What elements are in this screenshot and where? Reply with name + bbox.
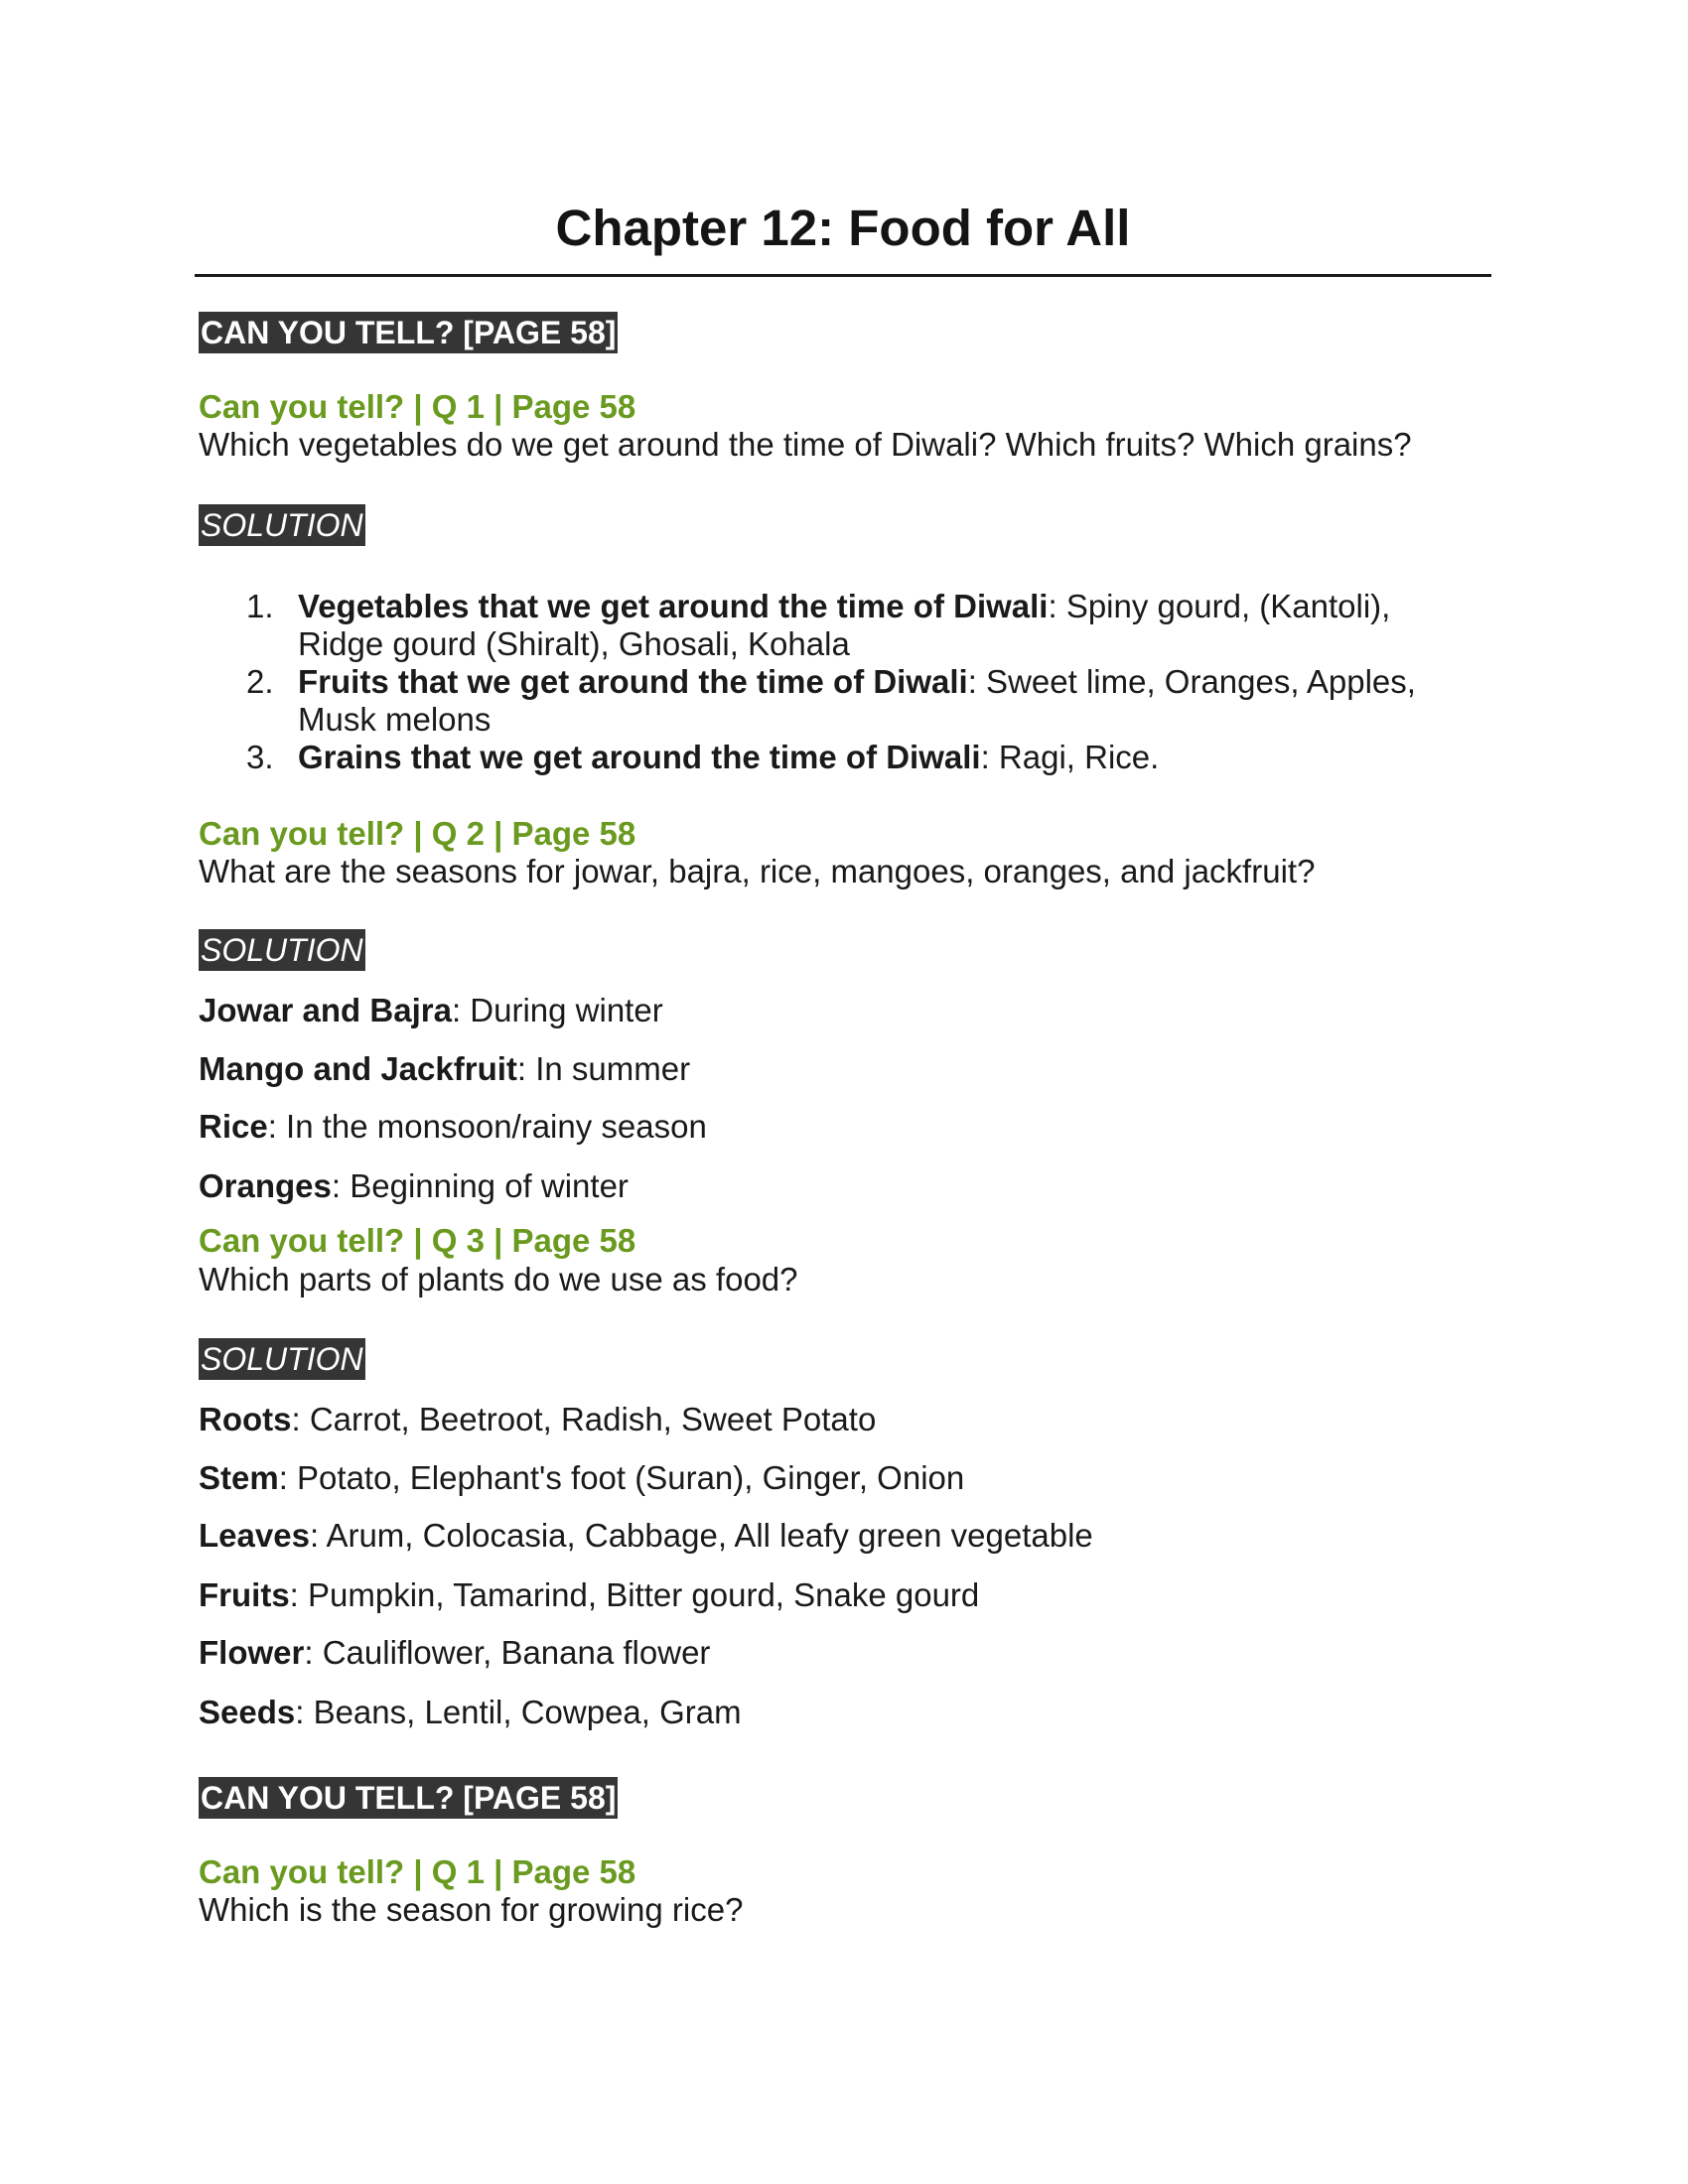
- list-text-continued: Ridge gourd (Shiralt), Ghosali, Kohala: [298, 625, 850, 662]
- answer-line: [199, 1049, 690, 1089]
- question-heading: Can you tell? | Q 3 | Page 58: [199, 1222, 636, 1259]
- answer-term: Flower: [199, 1634, 305, 1671]
- list-text: : Sweet lime, Oranges, Apples,: [967, 663, 1416, 700]
- answer-term: Leaves: [199, 1517, 310, 1554]
- list-number: 2.: [246, 663, 274, 700]
- list-item: [238, 663, 1450, 739]
- answer-term: Roots: [199, 1401, 292, 1437]
- answer-term: Fruits: [199, 1576, 290, 1613]
- answer-line: [199, 1400, 876, 1439]
- section-banner: CAN YOU TELL? [PAGE 58]: [199, 1777, 618, 1819]
- question-text: Which parts of plants do we use as food?: [199, 1261, 798, 1297]
- solution-label: SOLUTION: [199, 929, 365, 971]
- question-text: Which is the season for growing rice?: [199, 1891, 744, 1928]
- list-term: Vegetables that we get around the time of Diwali: [298, 588, 1049, 624]
- list-text: : Ragi, Rice.: [980, 739, 1160, 775]
- answer-term: Mango and Jackfruit: [199, 1050, 517, 1087]
- answer-text: : Potato, Elephant's foot (Suran), Ginger, Onion: [278, 1459, 965, 1496]
- answer-text: : Carrot, Beetroot, Radish, Sweet Potato: [291, 1401, 877, 1437]
- answer-term: Jowar and Bajra: [199, 992, 452, 1028]
- question-text: What are the seasons for jowar, bajra, rice, mangoes, oranges, and jackfruit?: [199, 853, 1316, 889]
- page-title: Chapter 12: Food for All: [555, 200, 1131, 256]
- section-banner: CAN YOU TELL? [PAGE 58]: [199, 312, 618, 353]
- solution-label: SOLUTION: [199, 504, 365, 546]
- question-text: Which vegetables do we get around the time of Diwali? Which fruits? Which grains?: [199, 426, 1412, 463]
- answer-line: [199, 991, 663, 1030]
- answer-term: Stem: [199, 1459, 279, 1496]
- answer-text: : Pumpkin, Tamarind, Bitter gourd, Snake gourd: [289, 1576, 980, 1613]
- list-term: Fruits that we get around the time of Diwali: [298, 663, 968, 700]
- solution-list: [238, 588, 1450, 776]
- answer-line: [199, 1693, 742, 1732]
- solution-label: SOLUTION: [199, 1338, 365, 1380]
- answer-line: [199, 1107, 707, 1147]
- answer-text: : Beans, Lentil, Cowpea, Gram: [295, 1694, 742, 1730]
- list-text-continued: Musk melons: [298, 701, 492, 738]
- answer-line: [199, 1458, 964, 1498]
- answer-term: Oranges: [199, 1167, 332, 1204]
- question-heading: Can you tell? | Q 2 | Page 58: [199, 815, 636, 852]
- answer-term: Rice: [199, 1108, 268, 1145]
- answer-text: : In the monsoon/rainy season: [267, 1108, 707, 1145]
- list-number: 3.: [246, 739, 274, 775]
- answer-line: [199, 1516, 1093, 1556]
- question-heading: Can you tell? | Q 1 | Page 58: [199, 1853, 636, 1890]
- answer-text: : During winter: [451, 992, 663, 1028]
- answer-text: : Beginning of winter: [331, 1167, 629, 1204]
- answer-text: : Arum, Colocasia, Cabbage, All leafy green vegetable: [309, 1517, 1093, 1554]
- list-item: [238, 739, 1450, 776]
- question-heading: Can you tell? | Q 1 | Page 58: [199, 388, 636, 425]
- answer-text: : In summer: [516, 1050, 691, 1087]
- answer-text: : Cauliflower, Banana flower: [304, 1634, 711, 1671]
- answer-term: Seeds: [199, 1694, 296, 1730]
- title-divider: [195, 274, 1491, 277]
- list-number: 1.: [246, 588, 274, 624]
- answer-line: [199, 1166, 629, 1206]
- list-text: : Spiny gourd, (Kantoli),: [1048, 588, 1391, 624]
- answer-line: [199, 1575, 979, 1615]
- answer-line: [199, 1633, 710, 1673]
- list-item: [238, 588, 1450, 663]
- list-term: Grains that we get around the time of Diwali: [298, 739, 981, 775]
